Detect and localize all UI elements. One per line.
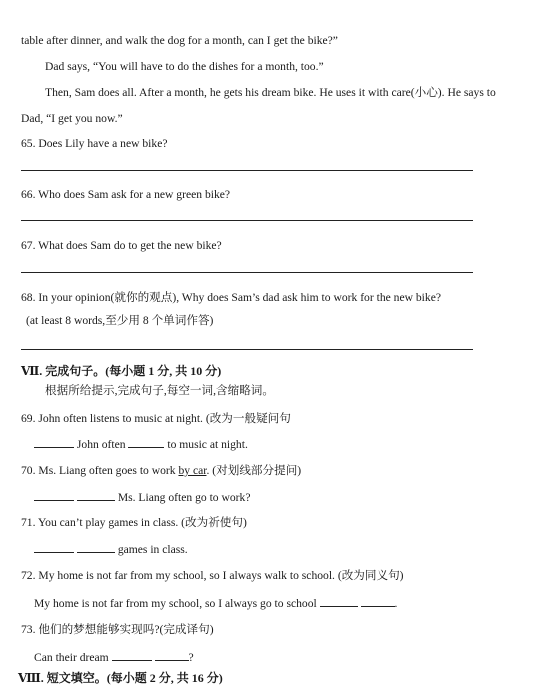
question-68-note: (at least 8 words,至少用 8 个单词作答)	[26, 314, 214, 327]
blank-71-2[interactable]	[77, 542, 115, 553]
answer-71-text: games in class.	[117, 543, 188, 556]
question-73: 73. 他们的梦想能够实现吗?(完成译句)	[21, 623, 214, 636]
question-70-underlined: by car	[178, 464, 207, 477]
question-70-post: . (对划线部分提问)	[206, 464, 302, 477]
blank-70-1[interactable]	[34, 490, 74, 501]
answer-70-text: Ms. Liang often go to work?	[117, 491, 251, 504]
answer-line-65[interactable]	[21, 170, 473, 171]
passage-line-3: Then, Sam does all. After a month, he gets his dream bike. He uses it with care(小心). He says to	[45, 86, 496, 99]
question-71: 71. You can’t play games in class. (改为祈使句)	[21, 516, 247, 529]
blank-70-2[interactable]	[77, 490, 115, 501]
blank-73-2[interactable]	[155, 650, 189, 661]
blank-73-1[interactable]	[112, 650, 152, 661]
answer-73-text: Can their dream	[34, 651, 109, 664]
question-69: 69. John often listens to music at night. (改为一般疑问句	[21, 412, 291, 425]
answer-72-text: My home is not far from my school, so I always go to school	[34, 597, 317, 610]
answer-69	[34, 437, 248, 452]
blank-71-1[interactable]	[34, 542, 74, 553]
passage-line-1: table after dinner, and walk the dog for a month, can I get the bike?”	[21, 34, 338, 47]
passage-line-2: Dad says, “You will have to do the dishes for a month, too.”	[45, 60, 324, 73]
question-70-pre: 70. Ms. Liang often goes to work	[21, 464, 179, 477]
blank-72-1[interactable]	[320, 596, 358, 607]
question-68: 68. In your opinion(就你的观点), Why does Sam’s dad ask him to work for the new bike?	[21, 291, 441, 304]
answer-69-text-1: John often	[76, 438, 126, 451]
answer-72	[34, 596, 397, 611]
answer-73-end: ?	[188, 651, 194, 664]
section-7-title: Ⅶ. 完成句子。(每小题 1 分, 共 10 分)	[21, 364, 222, 378]
answer-line-67[interactable]	[21, 272, 473, 273]
answer-73	[34, 650, 194, 665]
question-67: 67. What does Sam do to get the new bike?	[21, 239, 222, 252]
question-72: 72. My home is not far from my school, so I always walk to school. (改为同义句)	[21, 569, 404, 582]
blank-72-2[interactable]	[361, 596, 395, 607]
passage-line-4: Dad, “I get you now.”	[21, 112, 123, 125]
question-66: 66. Who does Sam ask for a new green bike?	[21, 188, 231, 201]
answer-line-66[interactable]	[21, 220, 473, 221]
section-7-instruction: 根据所给提示,完成句子,每空一词,含缩略词。	[45, 384, 274, 397]
question-65: 65. Does Lily have a new bike?	[21, 137, 168, 150]
answer-line-68[interactable]	[21, 349, 473, 350]
answer-70	[34, 490, 250, 505]
section-8-title: Ⅷ. 短文填空。(每小题 2 分, 共 16 分)	[18, 671, 223, 685]
answer-72-end: .	[394, 597, 398, 610]
blank-69-2[interactable]	[128, 437, 164, 448]
answer-69-text-2: to music at night.	[167, 438, 248, 451]
question-70	[21, 464, 301, 478]
blank-69-1[interactable]	[34, 437, 74, 448]
answer-71	[34, 542, 188, 557]
